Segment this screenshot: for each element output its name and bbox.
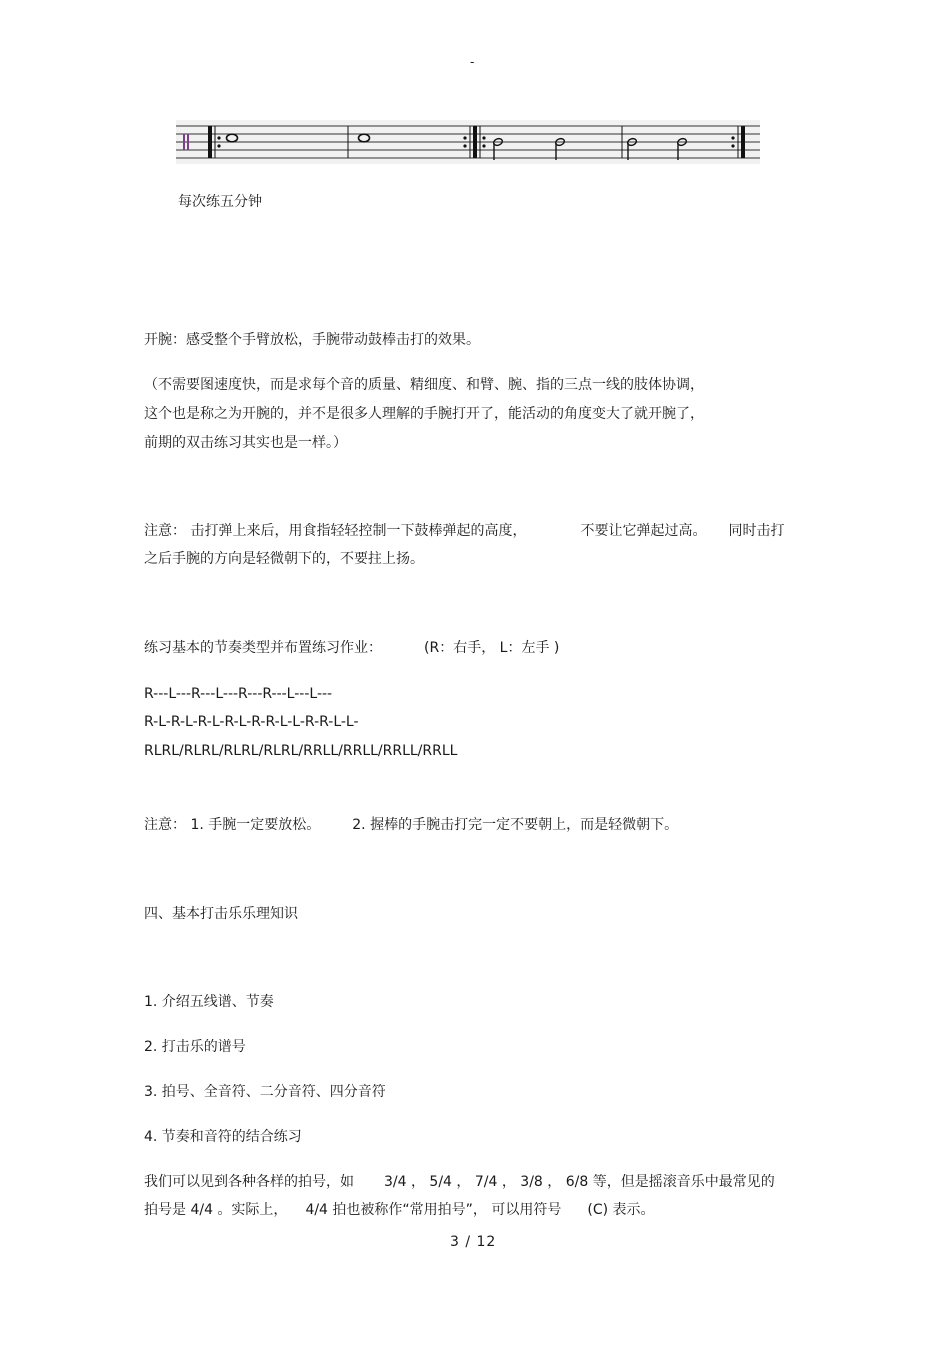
final-2c: (C) 表示。 bbox=[587, 1202, 655, 1218]
rhythm-intro bbox=[144, 638, 559, 658]
header-mark: - bbox=[470, 55, 475, 69]
list-item-2: 2. 打击乐的谱号 bbox=[144, 1039, 246, 1055]
final-2a: 拍号是 4/4 。实际上， bbox=[144, 1202, 288, 1218]
half-note-icon bbox=[627, 137, 638, 160]
attention-line-3 bbox=[144, 815, 678, 835]
list-item-1: 1. 介绍五线谱、节奏 bbox=[144, 994, 274, 1010]
final-2b: 4/4 拍也被称作“常用拍号”， 可以用符号 bbox=[305, 1202, 562, 1218]
section-four-heading: 四、基本打击乐乐理知识 bbox=[144, 906, 298, 922]
kaiwan-paragraph: 开腕：感受整个手臂放松，手腕带动鼓棒击打的效果。 bbox=[144, 332, 480, 348]
page-number: 3 / 12 bbox=[450, 1234, 497, 1250]
caption: 每次练五分钟 bbox=[178, 194, 262, 210]
attention-1a: 注意： 击打弹上来后，用食指轻轻控制一下鼓棒弹起的高度， bbox=[144, 523, 527, 539]
pattern-1: R---L---R---L---R---R---L---L--- bbox=[144, 686, 333, 702]
pattern-2: R-L-R-L-R-L-R-L-R-R-L-L-R-R-L-L- bbox=[144, 714, 359, 730]
final-line-1 bbox=[144, 1172, 775, 1192]
pattern-3: RLRL/RLRL/RLRL/RLRL/RRLL/RRLL/RRLL/RRLL bbox=[144, 743, 458, 759]
half-note-icon bbox=[677, 137, 688, 160]
attention-1c: 同时击打 bbox=[728, 523, 785, 539]
paren-line-3: 前期的双击练习其实也是一样。） bbox=[144, 435, 347, 451]
half-note-icon bbox=[493, 137, 504, 160]
final-line-2 bbox=[144, 1200, 655, 1220]
list-item-4: 4. 节奏和音符的结合练习 bbox=[144, 1129, 302, 1145]
rhythm-legend: (R：右手， L：左手 ) bbox=[424, 640, 560, 656]
rhythm-intro-text: 练习基本的节奏类型并布置练习作业： bbox=[144, 640, 382, 656]
paren-line-2: 这个也是称之为开腕的，并不是很多人理解的手腕打开了，能活动的角度变大了就开腕了， bbox=[144, 406, 704, 422]
attention-1b: 不要让它弹起过高。 bbox=[580, 523, 707, 539]
attention-3a: 注意： 1. 手腕一定要放松。 bbox=[144, 817, 321, 833]
whole-note-icon bbox=[227, 134, 238, 142]
half-note-icon bbox=[555, 137, 566, 160]
music-staff bbox=[176, 120, 760, 164]
attention-3b: 2. 握棒的手腕击打完一定不要朝上，而是轻微朝下。 bbox=[352, 817, 679, 833]
attention-line-1 bbox=[144, 521, 784, 541]
attention-line-2: 之后手腕的方向是轻微朝下的，不要拄上扬。 bbox=[144, 551, 424, 567]
staff-notation bbox=[176, 120, 760, 164]
whole-note-icon bbox=[359, 134, 370, 142]
final-1b: 3/4 ， 5/4 ， 7/4 ， 3/8 ， 6/8 等，但是摇滚音乐中最常见的 bbox=[384, 1174, 775, 1190]
paren-line-1: （不需要图速度快，而是求每个音的质量、精细度、和臂、腕、指的三点一线的肢体协调， bbox=[144, 377, 704, 393]
list-item-3: 3. 拍号、全音符、二分音符、四分音符 bbox=[144, 1084, 386, 1100]
final-1a: 我们可以见到各种各样的拍号，如 bbox=[144, 1174, 354, 1190]
